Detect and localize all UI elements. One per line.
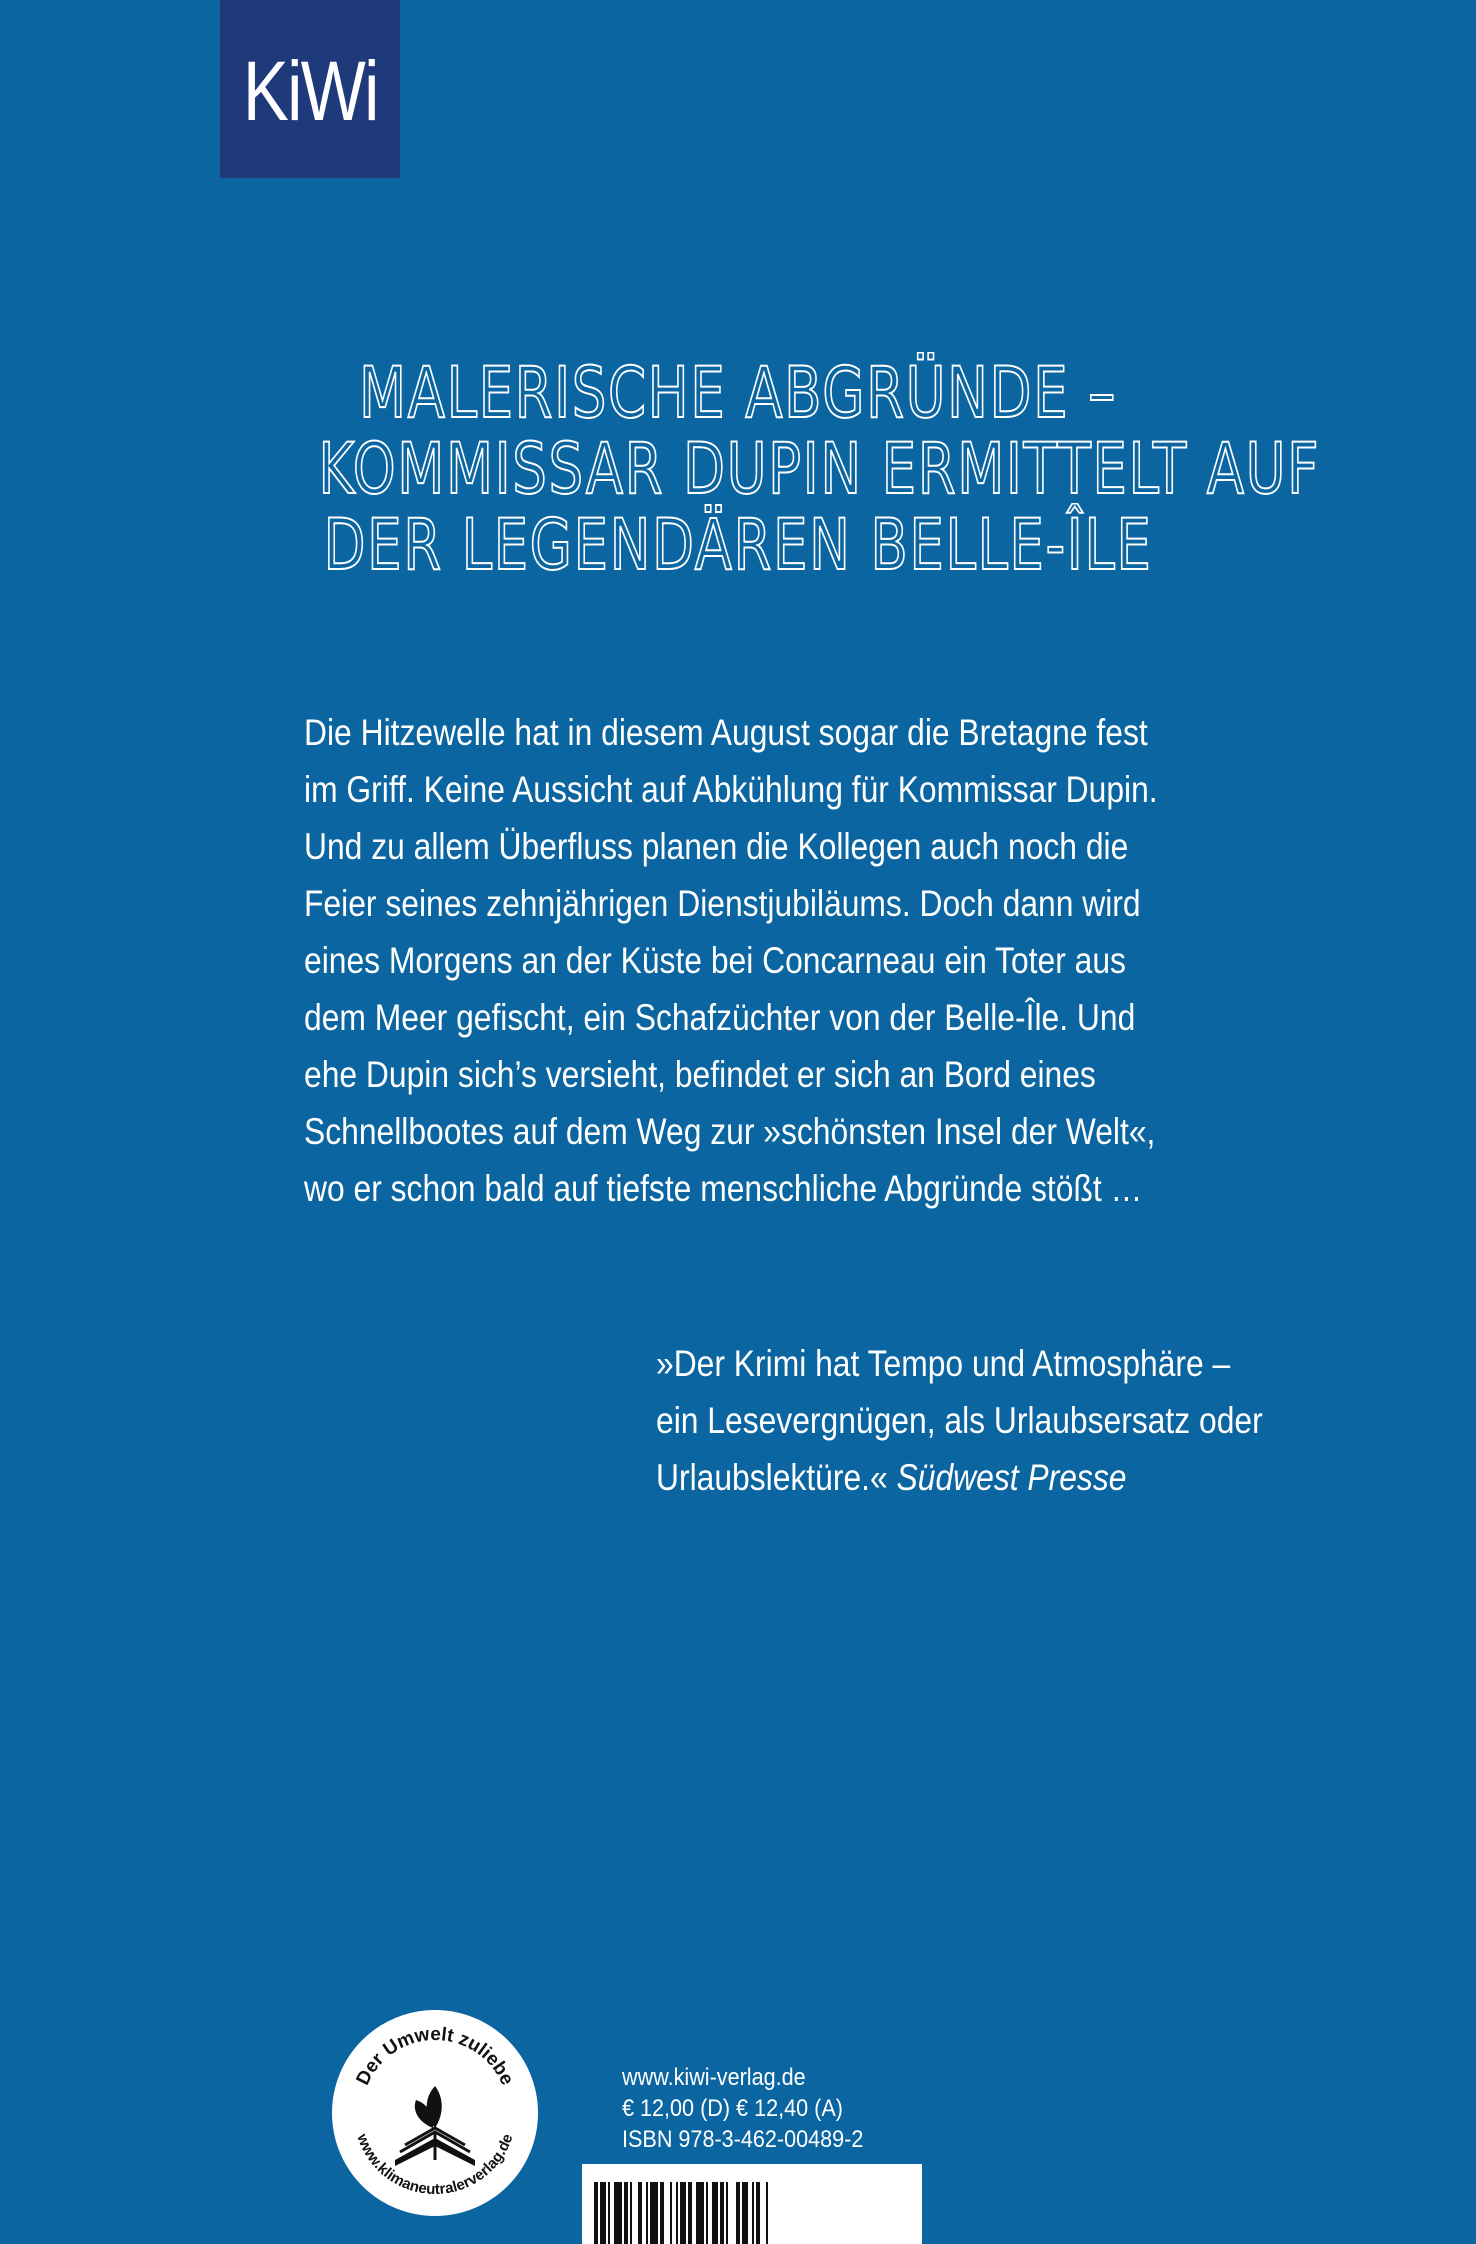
barcode [582, 2164, 922, 2244]
barcode-bar [726, 2182, 728, 2244]
blurb-line: Feier seines zehnjährigen Dienstjubiläums. Doch dann wird [304, 883, 1141, 924]
publisher-logo-text: KiWi [242, 43, 378, 138]
press-quote [656, 1335, 1296, 1506]
barcode-bar [752, 2182, 754, 2244]
barcode-bars [594, 2182, 914, 2244]
blurb-line: Die Hitzewelle hat in diesem August sogar die Bretagne fest [304, 712, 1148, 753]
barcode-bar [766, 2182, 768, 2244]
barcode-bar [630, 2182, 632, 2244]
barcode-bar [696, 2182, 704, 2244]
blurb-line: Schnellbootes auf dem Weg zur »schönsten Insel der Welt«, [304, 1111, 1156, 1152]
quote-source: Südwest Presse [896, 1457, 1127, 1498]
barcode-bar [736, 2182, 740, 2244]
quote-line [656, 1449, 1206, 1506]
isbn: ISBN 978-3-462-00489-2 [622, 2126, 864, 2153]
eco-badge [332, 2010, 538, 2216]
barcode-bar [608, 2182, 610, 2244]
barcode-bar [600, 2182, 606, 2244]
publisher-logo [220, 0, 400, 178]
leaf-book-icon [395, 2086, 475, 2166]
headline-line: MALERISCHE ABGRÜNDE – [359, 352, 1117, 434]
imprint [622, 2062, 942, 2155]
barcode-bar [646, 2182, 648, 2244]
barcode-bar [688, 2182, 692, 2244]
barcode-bar [712, 2182, 718, 2244]
quote-line-text: Urlaubslektüre.« [656, 1457, 888, 1498]
barcode-bar [680, 2182, 686, 2244]
barcode-bar [756, 2182, 760, 2244]
blurb-line: dem Meer gefischt, ein Schafzüchter von der Belle-Île. Und [304, 997, 1136, 1038]
barcode-bar [660, 2182, 664, 2244]
headline [200, 352, 1321, 586]
badge-bottom-text: www.klimaneutralerverlag.de [353, 2131, 517, 2199]
headline-line: DER LEGENDÄREN BELLE-ÎLE [323, 504, 1153, 586]
barcode-bar [676, 2182, 678, 2244]
barcode-bar [650, 2182, 658, 2244]
blurb-line: ehe Dupin sich’s versieht, befindet er sich an Bord eines [304, 1054, 1096, 1095]
barcode-bar [706, 2182, 708, 2244]
headline-line: KOMMISSAR DUPIN ERMITTELT AUF [318, 428, 1321, 510]
blurb-line: eines Morgens an der Küste bei Concarneau ein Toter aus [304, 940, 1126, 981]
barcode-bar [594, 2182, 598, 2244]
badge-top-text: Der Umwelt zuliebe [352, 2023, 518, 2089]
price: € 12,00 (D) € 12,40 (A) [622, 2095, 843, 2122]
svg-text:Der Umwelt zuliebe [352, 2024, 517, 2088]
barcode-bar [720, 2182, 724, 2244]
barcode-bar [742, 2182, 748, 2244]
publisher-website: www.kiwi-verlag.de [622, 2064, 806, 2091]
blurb-line: wo er schon bald auf tiefste menschliche Abgründe stößt … [304, 1168, 1143, 1209]
quote-line: »Der Krimi hat Tempo und Atmosphäre – [656, 1343, 1231, 1384]
barcode-bar [624, 2182, 628, 2244]
quote-line: ein Lesevergnügen, als Urlaubsersatz oder [656, 1400, 1263, 1441]
blurb-line: im Griff. Keine Aussicht auf Abkühlung für Kommissar Dupin. [304, 769, 1158, 810]
blurb-text [304, 704, 1204, 1217]
blurb-line: Und zu allem Überfluss planen die Kollegen auch noch die [304, 826, 1129, 867]
barcode-bar [614, 2182, 622, 2244]
barcode-bar [638, 2182, 642, 2244]
barcode-bar [670, 2182, 672, 2244]
